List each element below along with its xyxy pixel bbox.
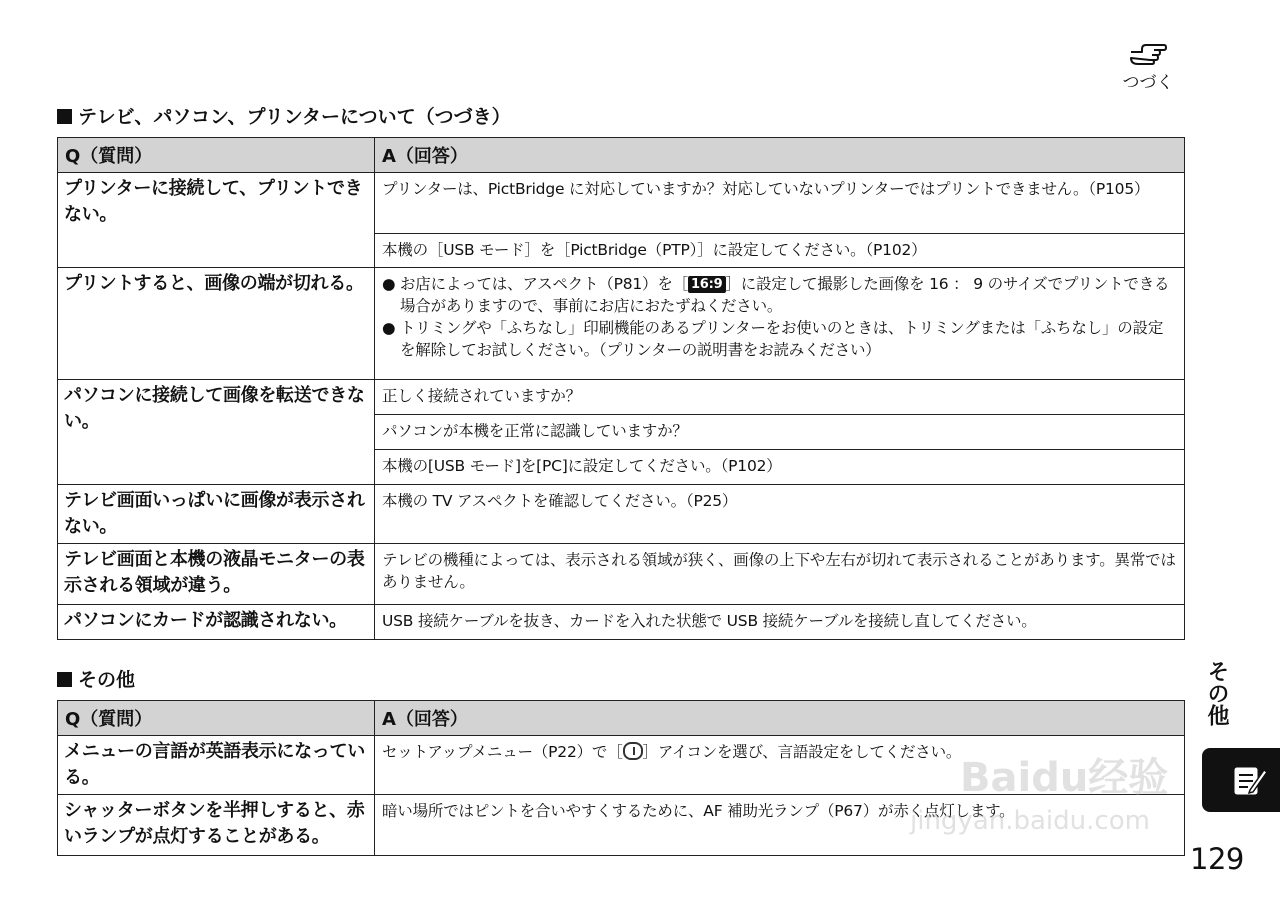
table-row — [58, 173, 1185, 234]
square-bullet-icon — [57, 672, 72, 687]
continue-marker — [1112, 40, 1184, 93]
qa-table-tv-pc-printer — [57, 137, 1185, 640]
section-tab — [1202, 748, 1280, 812]
section-heading-other: その他 — [57, 665, 135, 692]
question-cell: パソコンにカードが認識されない。 — [58, 605, 375, 640]
answer-cell: 本機の［USB モード］を［PictBridge（PTP）］に設定してください。（P102） — [375, 234, 1185, 268]
answer-cell: パソコンが本機を正常に認識していますか？ — [375, 415, 1185, 450]
watermark-url: jingyan.baidu.com — [910, 806, 1150, 836]
question-cell: プリントすると、画像の端が切れる。 — [58, 268, 375, 380]
question-cell: メニューの言語が英語表示になっている。 — [58, 736, 375, 795]
bullet-dot-icon: ● — [382, 275, 396, 293]
table-row — [58, 605, 1185, 640]
answer-cell: 本機の TV アスペクトを確認してください。（P25） — [375, 485, 1185, 544]
answer-cell: 本機の[USB モード]を[PC]に設定してください。（P102） — [375, 450, 1185, 485]
table-header-row — [58, 701, 1185, 736]
bullet-item: ● トリミングや「ふちなし」印刷機能のあるプリンターをお使いのときは、トリミングまたは「ふちなし」の設定を解除してお試しください。（プリンターの説明書をお読みください） — [382, 319, 1164, 359]
bullet-item: ● お店によっては、アスペクト（P81）を［ 16:9 ］に設定して撮影した画像を 16 ： 9 のサイズでプリントできる場合がありますので、事前にお店におたずねください。 — [382, 275, 1170, 315]
aspect-16-9-icon: 16:9 — [688, 276, 726, 293]
table-header-row — [58, 138, 1185, 173]
watermark-logo: Baidu经验 — [960, 755, 1169, 801]
question-cell: テレビ画面と本機の液晶モニターの表示される領域が違う。 — [58, 544, 375, 605]
answer-cell: セットアップメニュー（P22）で［ ］アイコンを選び、言語設定をしてください。 — [375, 736, 1185, 795]
notepad-pencil-icon — [1232, 762, 1268, 798]
column-header-answer: A（回答） — [375, 138, 1185, 173]
question-cell: パソコンに接続して画像を転送できない。 — [58, 380, 375, 485]
question-cell: シャッターボタンを半押しすると、赤いランプが点灯することがある。 — [58, 795, 375, 856]
column-header-answer: A（回答） — [375, 701, 1185, 736]
language-icon — [623, 742, 643, 760]
column-header-question: Q（質問） — [58, 701, 375, 736]
table-row — [58, 485, 1185, 544]
answer-cell: テレビの機種によっては、表示される領域が狭く、画像の上下や左右が切れて表示されることがあります。異常ではありません。 — [375, 544, 1185, 605]
section-heading-tv-pc-printer: テレビ、パソコン、プリンターについて（つづき） — [57, 102, 511, 129]
side-section-label: その他 — [1204, 660, 1229, 726]
answer-cell: 暗い場所ではピントを合いやすくするために、AF 補助光ランプ（P67）が赤く点灯します。 — [375, 795, 1185, 856]
page-number: 129 — [1190, 842, 1244, 876]
question-cell: プリンターに接続して、プリントできない。 — [58, 173, 375, 268]
answer-cell: USB 接続ケーブルを抜き、カードを入れた状態で USB 接続ケーブルを接続し直してください。 — [375, 605, 1185, 640]
pointing-hand-icon — [1128, 40, 1168, 66]
answer-cell: プリンターは、PictBridge に対応していますか？対応していないプリンターではプリントできません。（P105） — [375, 173, 1185, 234]
bullet-dot-icon: ● — [382, 319, 396, 337]
table-row — [58, 380, 1185, 415]
square-bullet-icon — [57, 109, 72, 124]
table-row — [58, 268, 1185, 380]
answer-cell — [375, 268, 1185, 380]
table-row — [58, 544, 1185, 605]
column-header-question: Q（質問） — [58, 138, 375, 173]
question-cell: テレビ画面いっぱいに画像が表示されない。 — [58, 485, 375, 544]
continue-label: つづく — [1122, 73, 1174, 93]
answer-cell: 正しく接続されていますか？ — [375, 380, 1185, 415]
